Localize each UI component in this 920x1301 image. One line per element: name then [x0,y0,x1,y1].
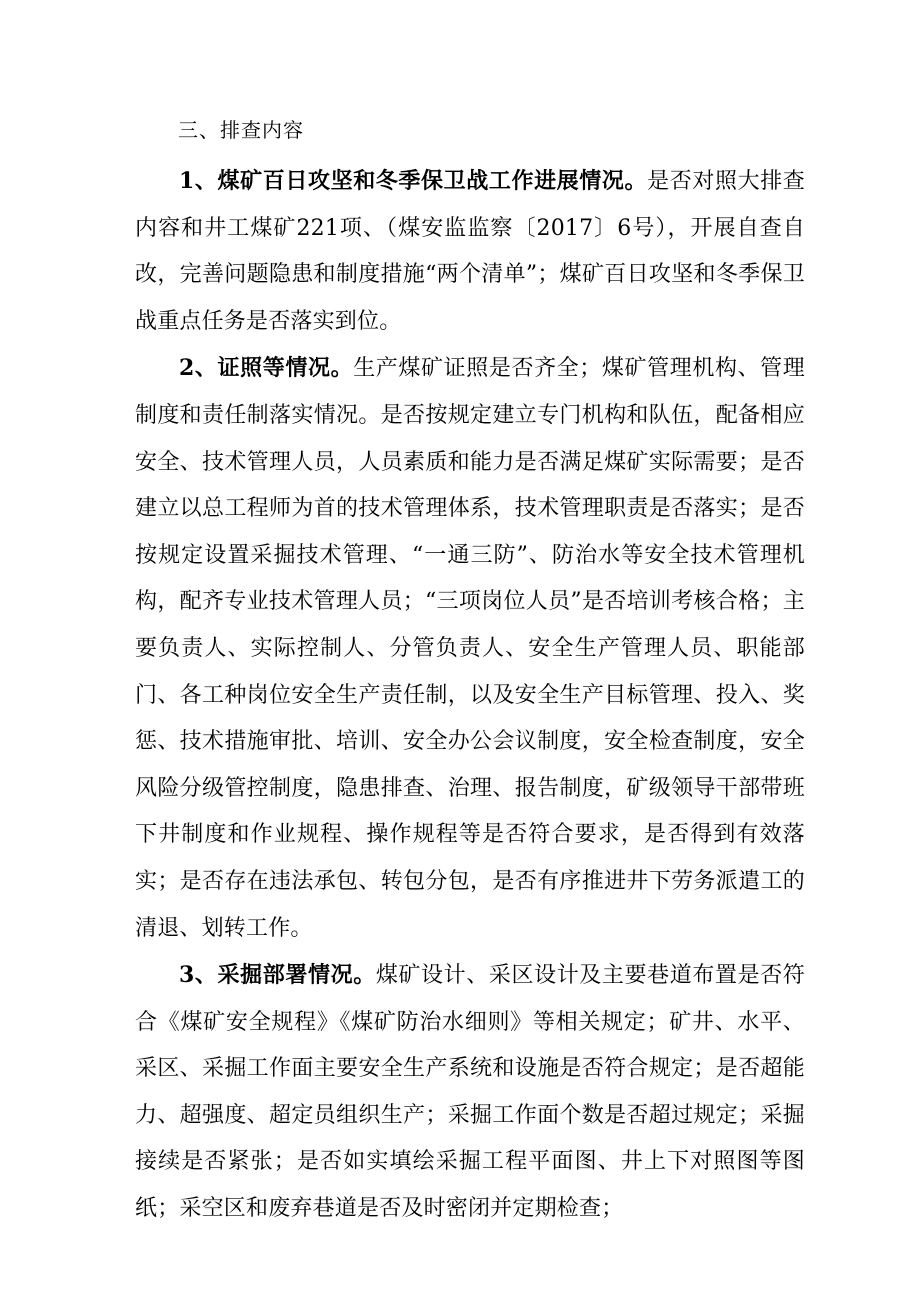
paragraph-2 [135,345,805,952]
section-heading: 三、排查内容 [178,118,304,142]
paragraph-3-lead: 3、采掘部署情况。 [179,962,376,989]
paragraph-2-body: 生产煤矿证照是否齐全；煤矿管理机构、管理制度和责任制落实情况。是否按规定建立专门机构和队伍，配备相应安全、技术管理人员，人员素质和能力是否满足煤矿实际需要；是否建立以总工程师为首的技术管理体系，技术管理职责是否落实；是否按规定设置采掘技术管理、“一通三防”、防治水等安全技术管理机构，配齐专业技术管理人员；“三项岗位人员”是否培训考核合格；主要负责人、实际控制人、分管负责人、安全生产管理人员、职能部门、各工种岗位安全生产责任制，以及安全生产目标管理、投入、奖惩、技术措施审批、培训、安全办公会议制度，安全检查制度，安全风险分级管控制度，隐患排查、治理、报告制度，矿级领导干部带班下井制度和作业规程、操作规程等是否符合要求，是否得到有效落实；是否存在违法承包、转包分包，是否有序推进井下劳务派遣工的清退、划转工作。 [135,356,805,941]
paragraph-3-body: 煤矿设计、采区设计及主要巷道布置是否符合《煤矿安全规程》《煤矿防治水细则》等相关规定；矿井、水平、采区、采掘工作面主要安全生产系统和设施是否符合规定；是否超能力、超强度、超定员组织生产；采掘工作面个数是否超过规定；采掘接续是否紧张；是否如实填绘采掘工程平面图、井上下对照图等图纸；采空区和废弃巷道是否及时密闭并定期检查； [135,963,805,1222]
paragraph-3 [135,952,805,1233]
paragraph-1-body: 是否对照大排查内容和井工煤矿221项、（煤安监监察〔2017〕6号），开展自查自改，完善问题隐患和制度措施“两个清单”；煤矿百日攻坚和冬季保卫战重点任务是否落实到位。 [135,169,806,334]
paragraph-2-lead: 2、证照等情况。 [179,355,354,382]
paragraph-1-lead: 1、煤矿百日攻坚和冬季保卫战工作进展情况。 [179,168,648,194]
document-body [135,114,805,1233]
paragraph-1 [135,158,805,345]
